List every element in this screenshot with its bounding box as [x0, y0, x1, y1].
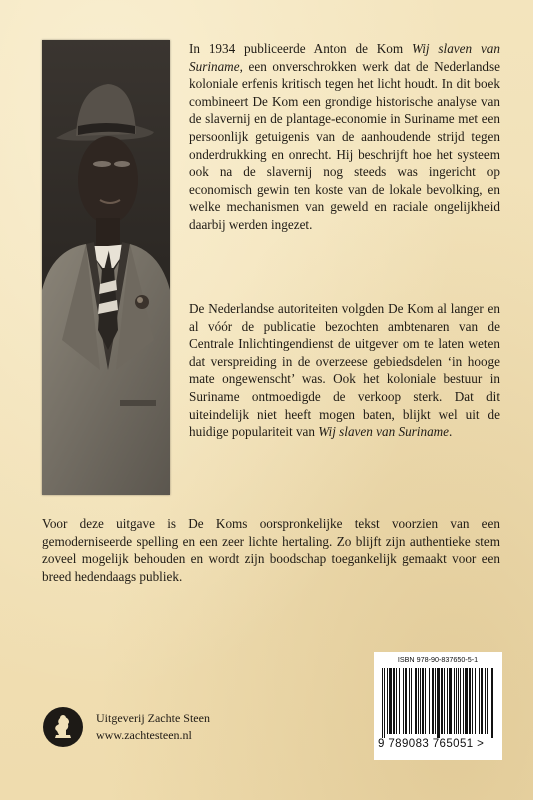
publisher-text	[96, 710, 210, 744]
edition-paragraph	[42, 515, 500, 585]
publisher-name: Uitgeverij Zachte Steen	[96, 711, 210, 725]
publisher-website: www.zachtesteen.nl	[96, 728, 192, 742]
portrait-photo	[42, 40, 170, 495]
portrait-photo-image	[42, 40, 170, 495]
isbn-barcode	[374, 652, 502, 760]
intro-text-part1: In 1934 publiceerde Anton de Kom	[189, 41, 412, 56]
edition-text: Voor deze uitgave is De Koms oorspronkelijke tekst voorzien van een gemoderniseerde spelling en een zeer lichte hertaling. Zo blijft zijn authentieke stem zoveel mogelijk behouden en wordt zijn boodschap toegankelijk gemaakt voor een breed hedendaags publiek.	[42, 516, 500, 584]
thinker-statue-logo-icon	[42, 706, 84, 748]
barcode-digits: 9 789083 765051 >	[378, 738, 485, 750]
publisher-block	[42, 706, 210, 748]
history-text-part1: De Nederlandse autoriteiten volgden De Kom al langer en al vóór de publicatie bezochten ambtenaren van de Centrale Inlichtingendienst de uitgever om te laten weten dat verspreiding in de overzeese gebiedsdelen ‘in hooge mate ongewenscht’ was. Ook het koloniale bestuur in Suriname ontmoedigde de verkoop sterk. Dat dit uiteindelijk niet heeft mogen baten, blijkt wel uit de huidige populariteit van	[189, 301, 500, 440]
intro-paragraph	[189, 40, 500, 234]
barcode-bars	[380, 668, 496, 738]
history-text-part2: .	[449, 424, 453, 440]
book-title-italic: Wij slaven van Suriname	[189, 41, 500, 74]
intro-text-part2: , een onverschrokken werk dat de Nederlandse koloniale erfenis kritisch tegen het licht houdt. In dit boek combineert De Kom een grondige historische analyse van de slavernij en de plantage-economie in Suriname met een persoonlijk getuigenis van de aanhoudende strijd tegen onderdrukking en onrecht. Hij beschrijft hoe het systeem ook na de slavernij nog steeds was ingericht op economisch gewin ten koste van de lokale bevolking, en welke mechanismen van geweld en raciale ongelijkheid daarbij werden ingezet.	[189, 58, 500, 232]
book-title-italic-2: Wij slaven van Suriname	[318, 424, 450, 440]
isbn-label: ISBN 978-90-837650-5-1	[397, 655, 479, 664]
history-paragraph	[189, 300, 500, 441]
